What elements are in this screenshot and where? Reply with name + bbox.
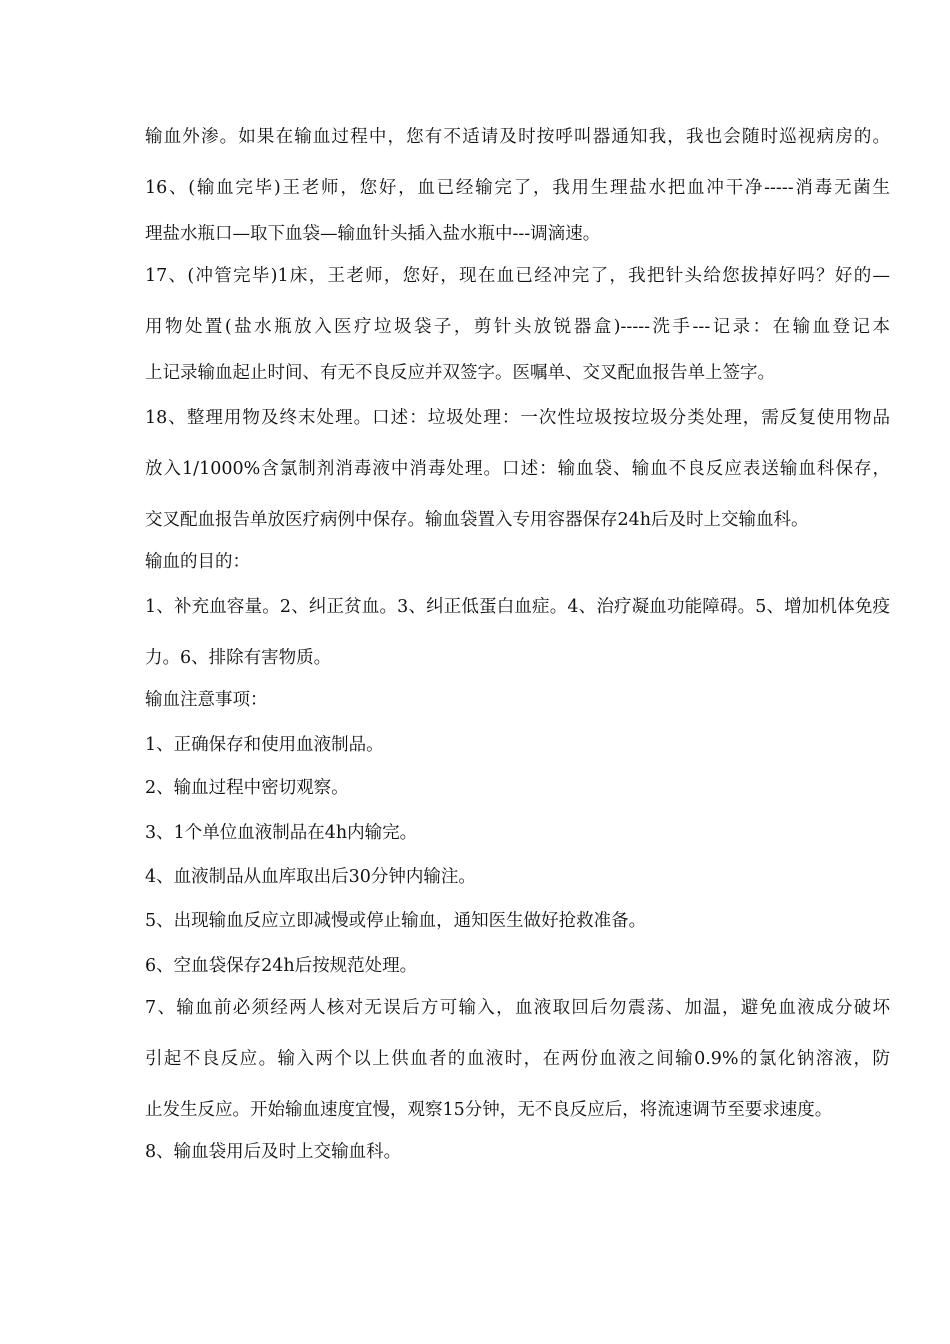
list-item: 5、出现输血反应立即减慢或停止输血，通知医生做好抢救准备。 [145,911,647,931]
paragraph-line: 用物处置(盐水瓶放入医疗垃圾袋子，剪针头放锐器盒)-----洗手---记录：在输血登记本 [145,317,890,337]
paragraph-line: 引起不良反应。输入两个以上供血者的血液时，在两份血液之间输0.9%的氯化钠溶液，防 [145,1049,890,1069]
paragraph-line: 力。6、排除有害物质。 [145,648,332,668]
list-item: 8、输血袋用后及时上交输血科。 [145,1142,402,1162]
list-item: 6、空血袋保存24h后按规范处理。 [145,956,418,976]
list-item: 7、输血前必须经两人核对无误后方可输入，血液取回后勿震荡、加温，避免血液成分破坏 [145,998,890,1018]
paragraph-line: 放入1/1000%含氯制剂消毒液中消毒处理。口述：输血袋、输血不良反应表送输血科保存， [145,459,890,479]
section-heading: 输血注意事项： [145,690,268,710]
paragraph-line: 交叉配血报告单放医疗病例中保存。输血袋置入专用容器保存24h后及时上交输血科。 [145,510,809,530]
list-item: 1、正确保存和使用血液制品。 [145,735,384,755]
paragraph-line: 16、(输血完毕)王老师，您好，血已经输完了，我用生理盐水把血冲干净-----消毒无菌生 [145,178,890,198]
paragraph-line: 18、整理用物及终末处理。口述：垃圾处理：一次性垃圾按垃圾分类处理，需反复使用物品 [145,408,890,428]
section-heading: 输血的目的： [145,552,250,572]
paragraph-line: 1、补充血容量。2、纠正贫血。3、纠正低蛋白血症。4、治疗凝血功能障碍。5、增加机体免疫 [145,597,890,617]
list-item: 3、1个单位血液制品在4h内输完。 [145,823,418,843]
paragraph-line: 止发生反应。开始输血速度宜慢，观察15分钟，无不良反应后，将流速调节至要求速度。 [145,1100,833,1120]
paragraph-line: 理盐水瓶口—取下血袋—输血针头插入盐水瓶中---调滴速。 [145,224,601,244]
list-item: 2、输血过程中密切观察。 [145,778,349,798]
paragraph-line: 17、(冲管完毕)1床，王老师，您好，现在血已经冲完了，我把针头给您拔掉好吗？好的— [145,266,890,286]
list-item: 4、血液制品从血库取出后30分钟内输注。 [145,867,476,887]
paragraph-line: 输血外渗。如果在输血过程中，您有不适请及时按呼叫器通知我，我也会随时巡视病房的。 [145,127,890,147]
paragraph-line: 上记录输血起止时间、有无不良反应并双签字。医嘱单、交叉配血报告单上签字。 [145,363,775,383]
